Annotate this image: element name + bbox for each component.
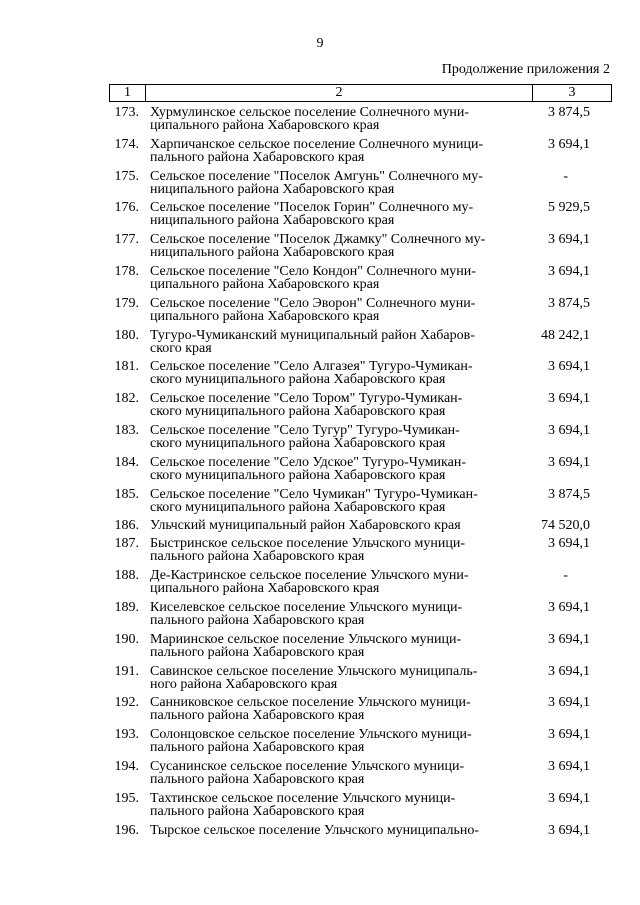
amount-value: 3 694,1: [548, 136, 590, 152]
table-row: [109, 824, 612, 842]
page-number: 9: [316, 36, 324, 51]
settlement-name: Ульчский муниципальный район Хабаровского края: [150, 518, 461, 534]
amount-value: 3 694,1: [548, 359, 590, 375]
row-number: 185.: [114, 486, 139, 502]
table-row: [109, 456, 612, 488]
row-number: 175.: [114, 168, 139, 184]
table-row: [109, 760, 612, 792]
settlement-name: Сельское поселение "Село Тором" Тугуро-Чумикан- ского муниципального района Хабаровского края: [150, 391, 463, 420]
table-row: [109, 297, 612, 329]
table-row: [109, 106, 612, 138]
amount-value: 3 694,1: [548, 599, 590, 615]
settlement-name: Мариинское сельское поселение Ульчского муници- пального района Хабаровского края: [150, 631, 462, 660]
row-number: 191.: [114, 663, 139, 679]
row-number: 188.: [114, 568, 139, 584]
settlement-name: Тугуро-Чумиканский муниципальный район Хабаров- ского края: [150, 327, 475, 356]
table-row: [109, 329, 612, 361]
amount-value: 3 694,1: [548, 790, 590, 806]
continuation-label: Продолжение приложения 2: [441, 62, 610, 77]
row-number: 182.: [114, 391, 139, 407]
row-number: 193.: [114, 727, 139, 743]
table-row: [109, 665, 612, 697]
table-row: [109, 360, 612, 392]
amount-value: 3 874,5: [548, 105, 590, 120]
row-number: 181.: [114, 359, 139, 375]
row-number: 183.: [114, 422, 139, 438]
settlement-name: Тахтинское сельское поселение Ульчского муници- пального района Хабаровского края: [150, 790, 456, 819]
table-header: [109, 84, 612, 102]
settlement-name: Савинское сельское поселение Ульчского муниципаль- ного района Хабаровского края: [150, 663, 478, 692]
amount-value: 3 874,5: [548, 486, 590, 502]
row-number: 173.: [114, 105, 139, 120]
amount-value: 3 694,1: [548, 631, 590, 647]
settlement-name: Сельское поселение "Поселок Горин" Солнечного му- ниципального района Хабаровского края: [150, 200, 474, 229]
settlement-name: Тырское сельское поселение Ульчского муниципально-: [150, 822, 480, 838]
amount-value: 3 874,5: [548, 295, 590, 311]
table-row: [109, 519, 612, 537]
row-number: 176.: [114, 200, 139, 216]
amount-value: -: [563, 168, 568, 184]
settlement-name: Сельское поселение "Село Тугур" Тугуро-Чумикан- ского муниципального района Хабаровского края: [150, 422, 460, 451]
amount-value: 3 694,1: [548, 663, 590, 679]
table-row: [109, 792, 612, 824]
row-number: 180.: [114, 327, 139, 343]
table-row: [109, 537, 612, 569]
table-row: [109, 728, 612, 760]
amount-value: 48 242,1: [541, 327, 590, 343]
row-number: 195.: [114, 790, 139, 806]
table-row: [109, 201, 612, 233]
settlement-name: Де-Кастринское сельское поселение Ульчского муни- ципального района Хабаровского края: [150, 568, 469, 597]
settlement-name: Харпичанское сельское поселение Солнечного муници- пального района Хабаровского края: [150, 136, 484, 165]
settlement-name: Сельское поселение "Село Удское" Тугуро-Чумикан- ского муниципального района Хабаровского края: [150, 454, 467, 483]
row-number: 196.: [114, 822, 139, 838]
row-number: 179.: [114, 295, 139, 311]
amount-value: 74 520,0: [541, 518, 590, 534]
table-row: [109, 265, 612, 297]
table-body: [109, 106, 612, 842]
row-number: 186.: [114, 518, 139, 534]
row-number: 177.: [114, 232, 139, 248]
settlement-name: Сельское поселение "Село Алгазея" Тугуро-Чумикан- ского муниципального района Хабаровского края: [150, 359, 473, 388]
column-header-1: 1: [110, 85, 146, 101]
amount-value: 3 694,1: [548, 822, 590, 838]
row-number: 184.: [114, 454, 139, 470]
table-row: [109, 601, 612, 633]
table-row: [109, 170, 612, 202]
column-header-2: 2: [146, 85, 533, 101]
amount-value: 3 694,1: [548, 391, 590, 407]
table-row: [109, 233, 612, 265]
table-row: [109, 424, 612, 456]
column-header-3: 3: [568, 85, 576, 100]
table-row: [109, 569, 612, 601]
settlement-name: Солонцовское сельское поселение Ульчского муници- пального района Хабаровского края: [150, 727, 472, 756]
amount-value: 3 694,1: [548, 695, 590, 711]
table-row: [109, 138, 612, 170]
row-number: 187.: [114, 536, 139, 552]
table-row: [109, 633, 612, 665]
amount-value: 3 694,1: [548, 422, 590, 438]
amount-value: 3 694,1: [548, 536, 590, 552]
row-number: 190.: [114, 631, 139, 647]
settlement-name: Киселевское сельское поселение Ульчского муници- пального района Хабаровского края: [150, 599, 463, 628]
settlement-name: Хурмулинское сельское поселение Солнечного муни- ципального района Хабаровского края: [150, 105, 469, 133]
amount-value: 3 694,1: [548, 263, 590, 279]
settlement-name: Сельское поселение "Село Эворон" Солнечного муни- ципального района Хабаровского края: [150, 295, 476, 324]
settlement-name: Сусанинское сельское поселение Ульчского муници- пального района Хабаровского края: [150, 758, 465, 787]
table-row: [109, 696, 612, 728]
amount-value: 3 694,1: [548, 454, 590, 470]
amount-value: 3 694,1: [548, 232, 590, 248]
row-number: 192.: [114, 695, 139, 711]
settlement-name: Санниковское сельское поселение Ульчского муници- пального района Хабаровского края: [150, 695, 471, 724]
amount-value: 3 694,1: [548, 727, 590, 743]
settlement-name: Быстринское сельское поселение Ульчского муници- пального района Хабаровского края: [150, 536, 465, 565]
settlement-name: Сельское поселение "Поселок Джамку" Солнечного му- ниципального района Хабаровского края: [150, 232, 486, 261]
settlement-name: Сельское поселение "Село Кондон" Солнечного муни- ципального района Хабаровского края: [150, 263, 476, 292]
table-row: [109, 392, 612, 424]
table-row: [109, 488, 612, 520]
amount-value: 3 694,1: [548, 758, 590, 774]
settlement-name: Сельское поселение "Село Чумикан" Тугуро-Чумикан- ского муниципального района Хабаровского края: [150, 486, 478, 515]
row-number: 174.: [114, 136, 139, 152]
settlement-name: Сельское поселение "Поселок Амгунь" Солнечного му- ниципального района Хабаровского края: [150, 168, 483, 197]
amount-value: 5 929,5: [548, 200, 590, 216]
row-number: 178.: [114, 263, 139, 279]
row-number: 189.: [114, 599, 139, 615]
amount-value: -: [563, 568, 568, 584]
row-number: 194.: [114, 758, 139, 774]
